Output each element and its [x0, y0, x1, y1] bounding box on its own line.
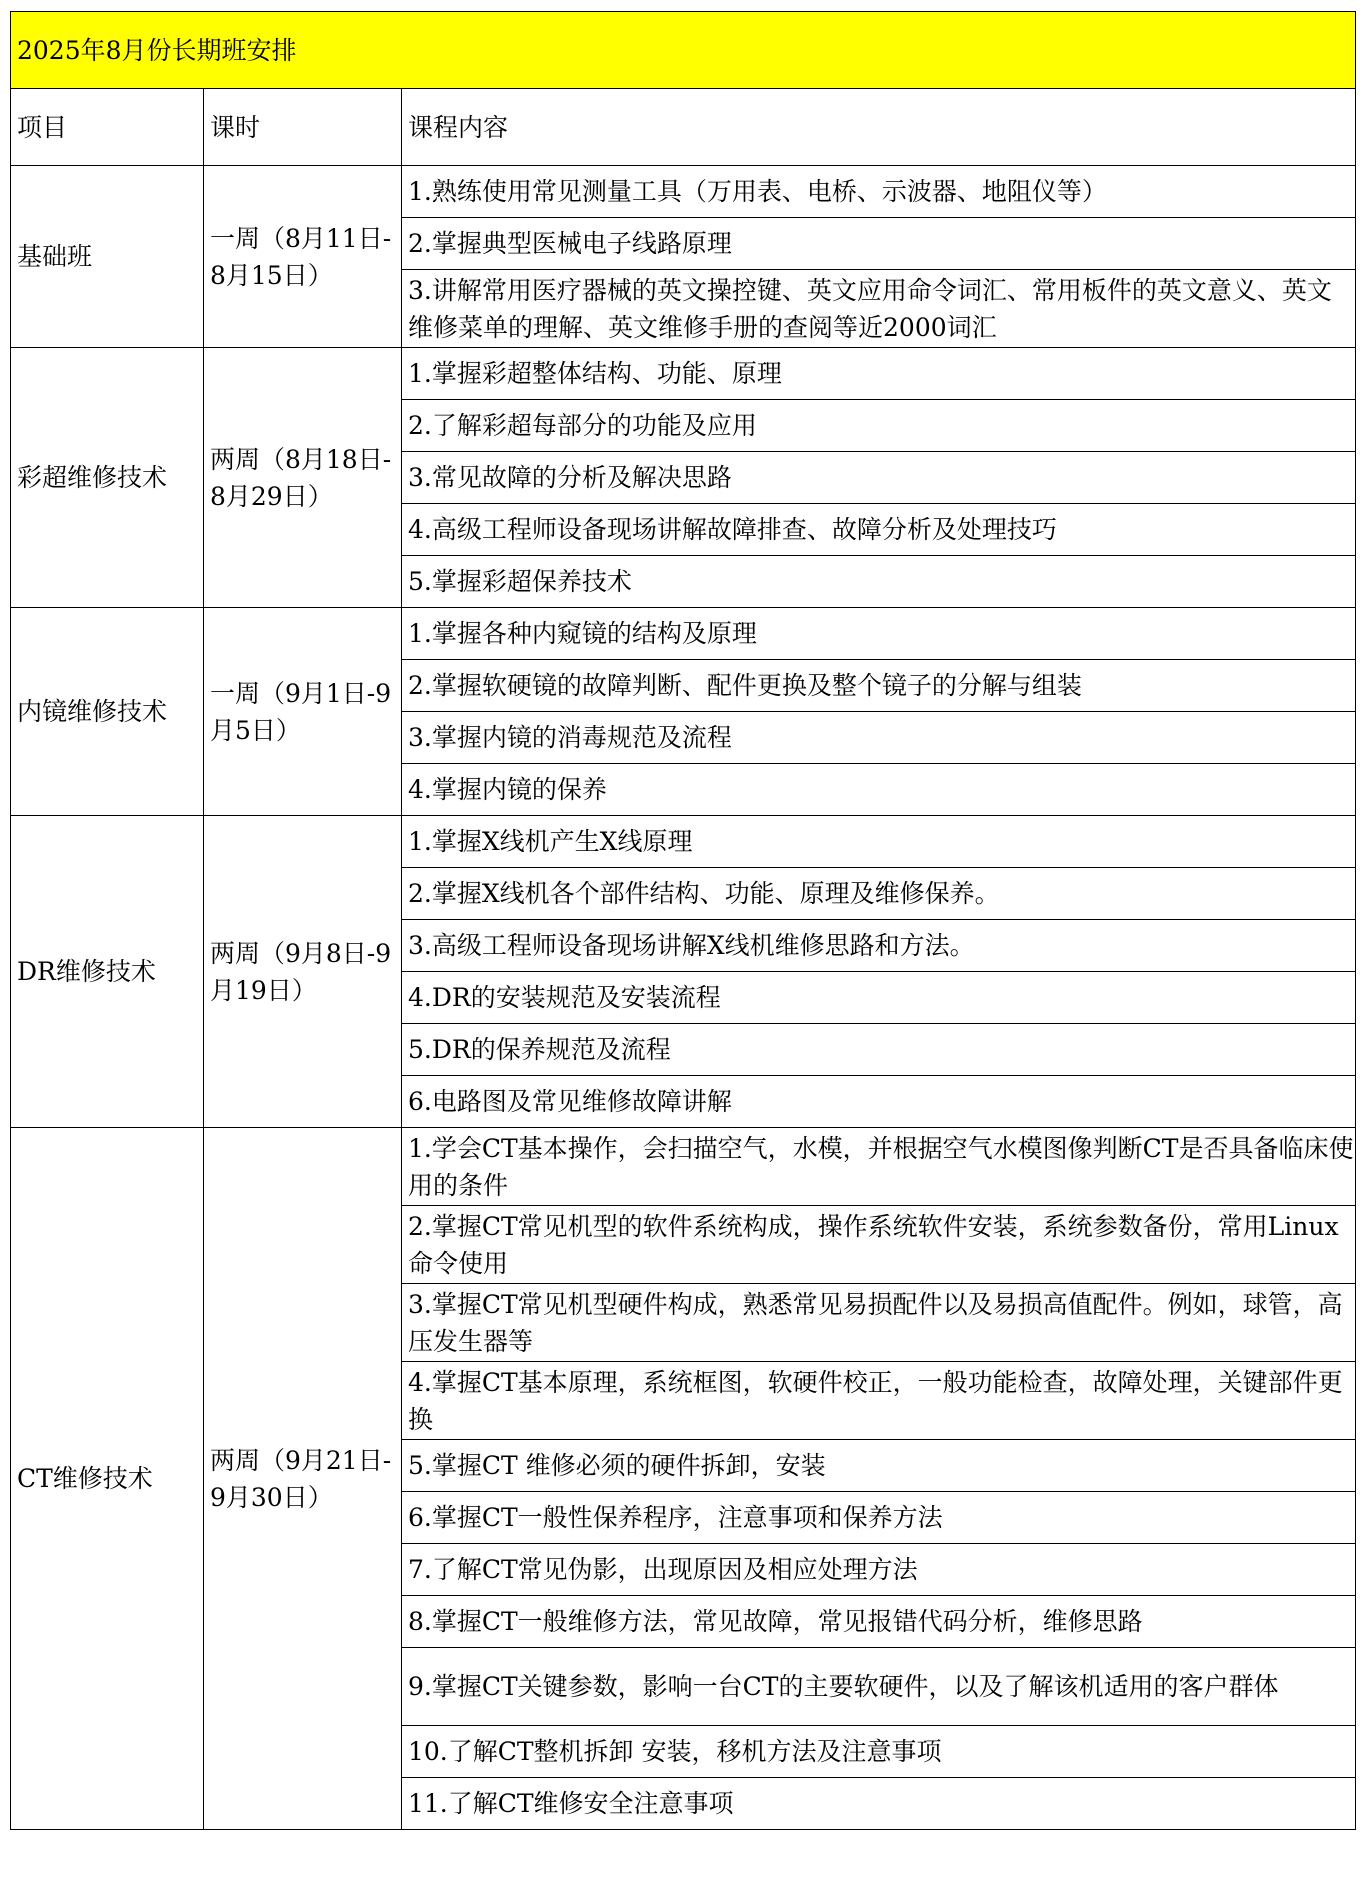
header-project: 项目 [11, 89, 204, 166]
course-item: 3.讲解常用医疗器械的英文操控键、英文应用命令词汇、常用板件的英文意义、英文维修菜单的理解、英文维修手册的查阅等近2000词汇 [402, 270, 1356, 348]
course-item: 1.掌握各种内窥镜的结构及原理 [402, 608, 1356, 660]
section-project: 基础班 [11, 166, 204, 348]
header-row [11, 89, 1356, 166]
section-project: DR维修技术 [11, 816, 204, 1128]
table-row [11, 608, 1356, 660]
table-title: 2025年8月份长期班安排 [11, 12, 1356, 89]
table-row [11, 1128, 1356, 1206]
course-item: 3.掌握内镜的消毒规范及流程 [402, 712, 1356, 764]
header-content: 课程内容 [402, 89, 1356, 166]
course-item: 5.掌握CT 维修必须的硬件拆卸，安装 [402, 1440, 1356, 1492]
course-item: 4.掌握内镜的保养 [402, 764, 1356, 816]
course-item: 3.掌握CT常见机型硬件构成，熟悉常见易损配件以及易损高值配件。例如，球管，高压发生器等 [402, 1284, 1356, 1362]
table-row [11, 816, 1356, 868]
title-row [11, 12, 1356, 89]
course-item: 10.了解CT整机拆卸 安装，移机方法及注意事项 [402, 1726, 1356, 1778]
section-hours: 一周（9月1日-9月5日） [204, 608, 402, 816]
course-item: 1.掌握彩超整体结构、功能、原理 [402, 348, 1356, 400]
course-item: 5.掌握彩超保养技术 [402, 556, 1356, 608]
section-hours: 两周（8月18日-8月29日） [204, 348, 402, 608]
course-item: 1.学会CT基本操作，会扫描空气，水模，并根据空气水模图像判断CT是否具备临床使用的条件 [402, 1128, 1356, 1206]
section-hours: 一周（8月11日-8月15日） [204, 166, 402, 348]
course-item: 1.熟练使用常见测量工具（万用表、电桥、示波器、地阻仪等） [402, 166, 1356, 218]
section-project: CT维修技术 [11, 1128, 204, 1830]
course-item: 2.掌握X线机各个部件结构、功能、原理及维修保养。 [402, 868, 1356, 920]
course-item: 2.掌握软硬镜的故障判断、配件更换及整个镜子的分解与组装 [402, 660, 1356, 712]
course-item: 6.电路图及常见维修故障讲解 [402, 1076, 1356, 1128]
course-item: 2.了解彩超每部分的功能及应用 [402, 400, 1356, 452]
course-item: 6.掌握CT一般性保养程序，注意事项和保养方法 [402, 1492, 1356, 1544]
course-item: 3.常见故障的分析及解决思路 [402, 452, 1356, 504]
section-project: 内镜维修技术 [11, 608, 204, 816]
course-item: 4.高级工程师设备现场讲解故障排查、故障分析及处理技巧 [402, 504, 1356, 556]
course-item: 3.高级工程师设备现场讲解X线机维修思路和方法。 [402, 920, 1356, 972]
course-item: 8.掌握CT一般维修方法，常见故障，常见报错代码分析，维修思路 [402, 1596, 1356, 1648]
course-item: 4.掌握CT基本原理，系统框图，软硬件校正，一般功能检查，故障处理，关键部件更换 [402, 1362, 1356, 1440]
section-hours: 两周（9月8日-9月19日） [204, 816, 402, 1128]
course-item: 7.了解CT常见伪影，出现原因及相应处理方法 [402, 1544, 1356, 1596]
section-hours: 两周（9月21日-9月30日） [204, 1128, 402, 1830]
table-row [11, 348, 1356, 400]
course-item: 1.掌握X线机产生X线原理 [402, 816, 1356, 868]
schedule-table [10, 11, 1356, 1830]
course-item: 5.DR的保养规范及流程 [402, 1024, 1356, 1076]
header-hours: 课时 [204, 89, 402, 166]
course-item: 2.掌握典型医械电子线路原理 [402, 218, 1356, 270]
course-item: 9.掌握CT关键参数，影响一台CT的主要软硬件，以及了解该机适用的客户群体 [402, 1648, 1356, 1726]
course-item: 11.了解CT维修安全注意事项 [402, 1778, 1356, 1830]
table-row [11, 166, 1356, 218]
section-project: 彩超维修技术 [11, 348, 204, 608]
course-item: 2.掌握CT常见机型的软件系统构成，操作系统软件安装，系统参数备份，常用Linux命令使用 [402, 1206, 1356, 1284]
schedule-sheet [10, 11, 1356, 1830]
course-item: 4.DR的安装规范及安装流程 [402, 972, 1356, 1024]
